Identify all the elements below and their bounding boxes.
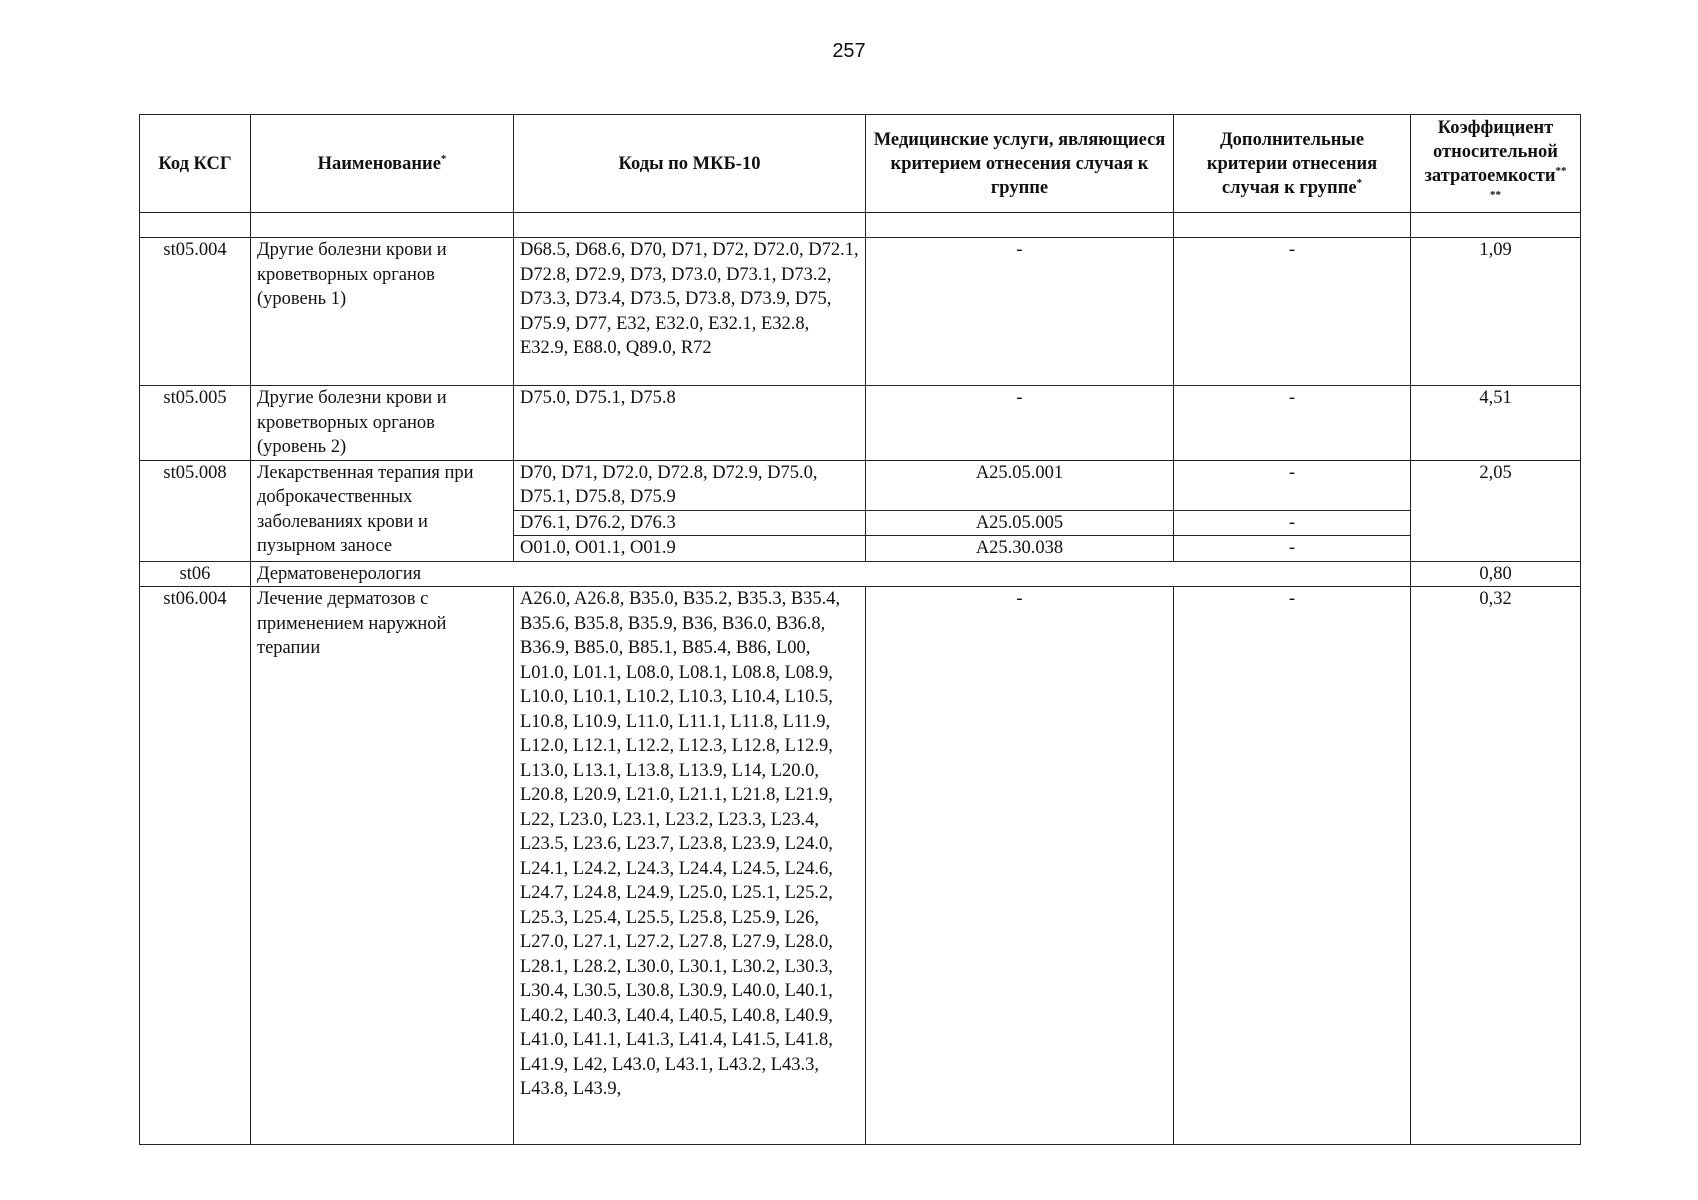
icd-codes: D70, D71, D72.0, D72.8, D72.9, D75.0, D75.1, D75.8, D75.9	[514, 460, 866, 510]
ksg-code: st06	[140, 561, 251, 587]
footnote-mark: *	[440, 152, 447, 165]
extra-criteria: -	[1174, 386, 1411, 461]
icd-codes: D75.0, D75.1, D75.8	[514, 386, 866, 461]
ksg-code: st05.005	[140, 386, 251, 461]
header-icd: Коды по МКБ-10	[514, 115, 866, 213]
footnote-mark: *	[1356, 176, 1363, 189]
extra-criteria: -	[1174, 587, 1411, 1145]
coefficient: 4,51	[1411, 386, 1581, 461]
section-row	[140, 561, 1581, 587]
table-row	[140, 587, 1581, 1145]
medical-services: A25.30.038	[866, 536, 1174, 562]
medical-services: -	[866, 386, 1174, 461]
coefficient: 0,80	[1411, 561, 1581, 587]
ksg-code: st05.004	[140, 238, 251, 386]
coefficient: 0,32	[1411, 587, 1581, 1145]
spacer-row	[140, 213, 1581, 238]
header-name: Наименование*	[251, 115, 514, 213]
header-row	[140, 115, 1581, 213]
header-code: Код КСГ	[140, 115, 251, 213]
ksg-name: Другие болезни крови и кроветворных органов (уровень 2)	[251, 386, 514, 461]
header-coef: Коэффициент относительной затратоемкости** **	[1411, 115, 1581, 213]
ksg-code: st05.008	[140, 460, 251, 561]
ksg-code: st06.004	[140, 587, 251, 1145]
table-row	[140, 238, 1581, 386]
table-row	[140, 386, 1581, 461]
page-number: 257	[832, 40, 866, 62]
extra-criteria: -	[1174, 460, 1411, 510]
table-row	[140, 460, 1581, 510]
ksg-name: Лечение дерматозов с применением наружной терапии	[251, 587, 514, 1145]
ksg-table	[139, 114, 1581, 1145]
section-title: Дерматовенерология	[251, 561, 1411, 587]
medical-services: -	[866, 238, 1174, 386]
footnote-mark: **	[1490, 188, 1501, 201]
header-extra: Дополнительные критерии отнесения случая к группе*	[1174, 115, 1411, 213]
icd-codes: D76.1, D76.2, D76.3	[514, 510, 866, 536]
extra-criteria: -	[1174, 510, 1411, 536]
medical-services: -	[866, 587, 1174, 1145]
medical-services: A25.05.001	[866, 460, 1174, 510]
icd-codes: O01.0, O01.1, O01.9	[514, 536, 866, 562]
header-services: Медицинские услуги, являющиеся критерием отнесения случая к группе	[866, 115, 1174, 213]
icd-codes: D68.5, D68.6, D70, D71, D72, D72.0, D72.1, D72.8, D72.9, D73, D73.0, D73.1, D73.2, D73.3, D73.4, D73.5, D73.8, D73.9, D75, D75.9, D77, E32, E32.0, E32.1, E32.8, E32.9, E88.0, Q89.0, R72	[514, 238, 866, 386]
ksg-name: Другие болезни крови и кроветворных органов (уровень 1)	[251, 238, 514, 386]
extra-criteria: -	[1174, 238, 1411, 386]
coefficient: 2,05	[1411, 460, 1581, 561]
coefficient: 1,09	[1411, 238, 1581, 386]
footnote-mark: **	[1555, 164, 1567, 177]
extra-criteria: -	[1174, 536, 1411, 562]
ksg-name: Лекарственная терапия при доброкачественных заболеваниях крови и пузырном заносе	[251, 460, 514, 561]
icd-codes: A26.0, A26.8, B35.0, B35.2, B35.3, B35.4, B35.6, B35.8, B35.9, B36, B36.0, B36.8, B36.9, B85.0, B85.1, B85.4, B86, L00, L01.0, L01.1, L08.0, L08.1, L08.8, L08.9, L10.0, L10.1, L10.2, L10.3, L10.4, L10.5, L10.8, L10.9, L11.0, L11.1, L11.8, L11.9, L12.0, L12.1, L12.2, L12.3, L12.8, L12.9, L13.0, L13.1, L13.8, L13.9, L14, L20.0, L20.8, L20.9, L21.0, L21.1, L21.8, L21.9, L22, L23.0, L23.1, L23.2, L23.3, L23.4, L23.5, L23.6, L23.7, L23.8, L23.9, L24.0, L24.1, L24.2, L24.3, L24.4, L24.5, L24.6, L24.7, L24.8, L24.9, L25.0, L25.1, L25.2, L25.3, L25.4, L25.5, L25.8, L25.9, L26, L27.0, L27.1, L27.2, L27.8, L27.9, L28.0, L28.1, L28.2, L30.0, L30.1, L30.2, L30.3, L30.4, L30.5, L30.8, L30.9, L40.0, L40.1, L40.2, L40.3, L40.4, L40.5, L40.8, L40.9, L41.0, L41.1, L41.3, L41.4, L41.5, L41.8, L41.9, L42, L43.0, L43.1, L43.2, L43.3, L43.8, L43.9,	[514, 587, 866, 1145]
medical-services: A25.05.005	[866, 510, 1174, 536]
